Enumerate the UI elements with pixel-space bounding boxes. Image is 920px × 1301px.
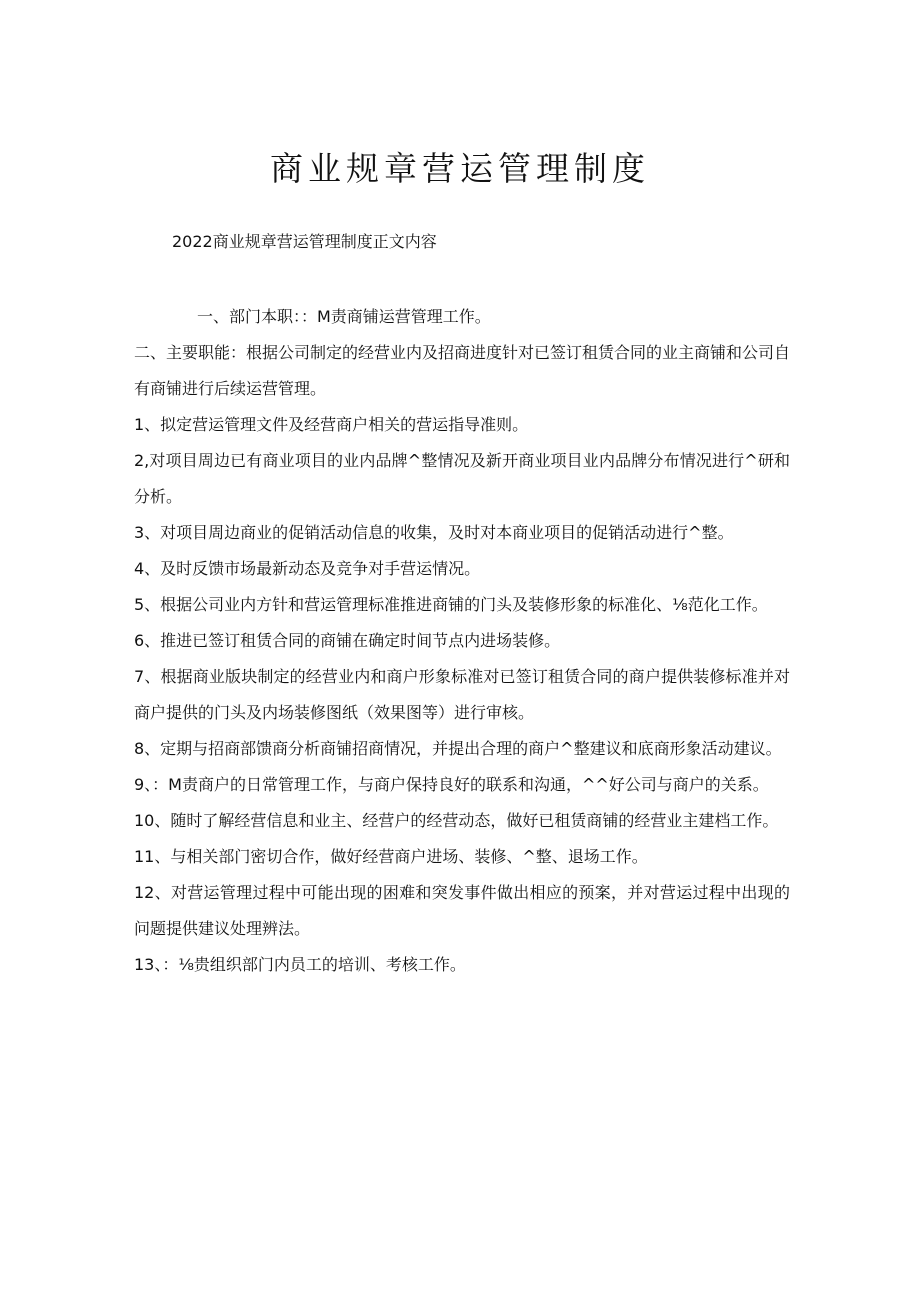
paragraph-department-duty: 一、部门本职：：M责商铺运营管理工作。 [197, 307, 491, 326]
document-body [134, 299, 790, 983]
paragraph-item-13: 13、：⅛贵组织部门内员工的培训、考核工作。 [134, 955, 466, 974]
paragraph-item-1: 1、拟定营运管理文件及经营商户相关的营运指导准则。 [134, 415, 529, 434]
paragraph-item-2: 2,对项目周边已有商业项目的业内品牌^整情况及新开商业项目业内品牌分布情况进行^研和分析。 [134, 451, 790, 506]
paragraph-item-3: 3、对项目周边商业的促销活动信息的收集，及时对本商业项目的促销活动进行^整。 [134, 523, 734, 542]
paragraph-item-7: 7、根据商业版块制定的经营业内和商户形象标准对已签订租赁合同的商户提供装修标准并对商户提供的门头及内场装修图纸（效果图等）进行审核。 [134, 667, 790, 722]
document-title: 商业规章营运管理制度 [270, 149, 650, 188]
paragraph-item-10: 10、随时了解经营信息和业主、经营户的经营动态，做好已租赁商铺的经营业主建档工作。 [134, 811, 779, 830]
paragraph-item-4: 4、及时反馈市场最新动态及竞争对手营运情况。 [134, 559, 481, 578]
paragraph-item-5: 5、根据公司业内方针和营运管理标准推进商铺的门头及装修形象的标准化、⅛范化工作。 [134, 595, 768, 614]
paragraph-item-8: 8、定期与招商部馈商分析商铺招商情况，并提出合理的商户^整建议和底商形象活动建议。 [134, 739, 782, 758]
paragraph-item-9: 9、：M责商户的日常管理工作，与商户保持良好的联系和沟通，^^好公司与商户的关系。 [134, 775, 769, 794]
paragraph-main-functions: 二、主要职能：根据公司制定的经营业内及招商进度针对已签订租赁合同的业主商铺和公司自有商铺进行后续运营管理。 [134, 343, 791, 398]
paragraph-item-12: 12、对营运管理过程中可能出现的困难和突发事件做出相应的预案，并对营运过程中出现的问题提供建议处理辨法。 [134, 883, 790, 938]
paragraph-item-6: 6、推进已签订租赁合同的商铺在确定时间节点内进场装修。 [134, 631, 561, 650]
paragraph-item-11: 11、与相关部门密切合作，做好经营商户进场、装修、^整、退场工作。 [134, 847, 648, 866]
document-subtitle: 2022商业规章营运管理制度正文内容 [172, 232, 437, 251]
